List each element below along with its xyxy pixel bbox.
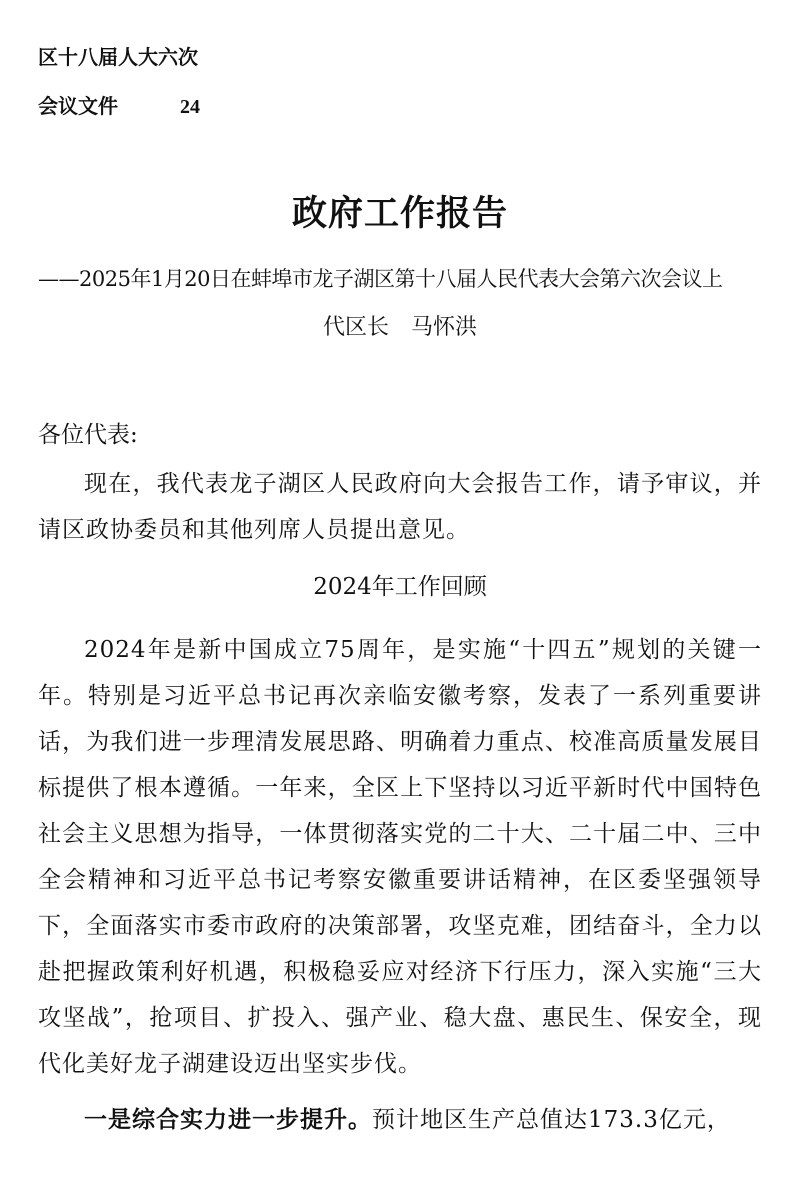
report-subtitle: ——2025年1月20日在蚌埠市龙子湖区第十八届人民代表大会第六次会议上 [38,267,723,291]
review-paragraph: 2024年是新中国成立75周年，是实施“十四五”规划的关键一年。特别是习近平总书记再次亲临安徽考察，发表了一系列重要讲话，为我们进一步理清发展思路、明确着力重点、校准高质量发展目标提供了根本遵循。一年来，全区上下坚持以习近平新时代中国特色社会主义思想为指导，一体贯彻落实党的二十大、二十届二中、三中全会精神和习近平总书记考察安徽重要讲话精神，在区委坚强领导下，全面落实市委市政府的决策部署，攻坚克难，团结奋斗，全力以赴把握政策利好机遇，积极稳妥应对经济下行压力，深入实施“三大攻坚战”，抢项目、扩投入、强产业、稳大盘、惠民生、保安全，现代化美好龙子湖建设迈出坚实步伐。 [38,637,762,1077]
paragraph-lead: 一是综合实力进一步提升。 [84,1106,372,1133]
strength-paragraph [38,1097,762,1143]
file-label: 会议文件 [38,94,118,118]
file-number: 24 [180,96,200,118]
salutation: 各位代表: [38,422,138,448]
meeting-file-label [38,93,200,120]
opening-paragraph: 现在，我代表龙子湖区人民政府向大会报告工作，请予审议，并请区政协委员和其他列席人员提出意见。 [38,471,762,543]
meeting-file-header: 区十八届人大六次 [38,45,198,69]
report-author: 代区长 马怀洪 [322,315,477,340]
report-title: 政府工作报告 [291,193,508,234]
paragraph-text: 预计地区生产总值达173.3亿元， [372,1107,731,1133]
section-heading: 2024年工作回顾 [313,574,487,600]
